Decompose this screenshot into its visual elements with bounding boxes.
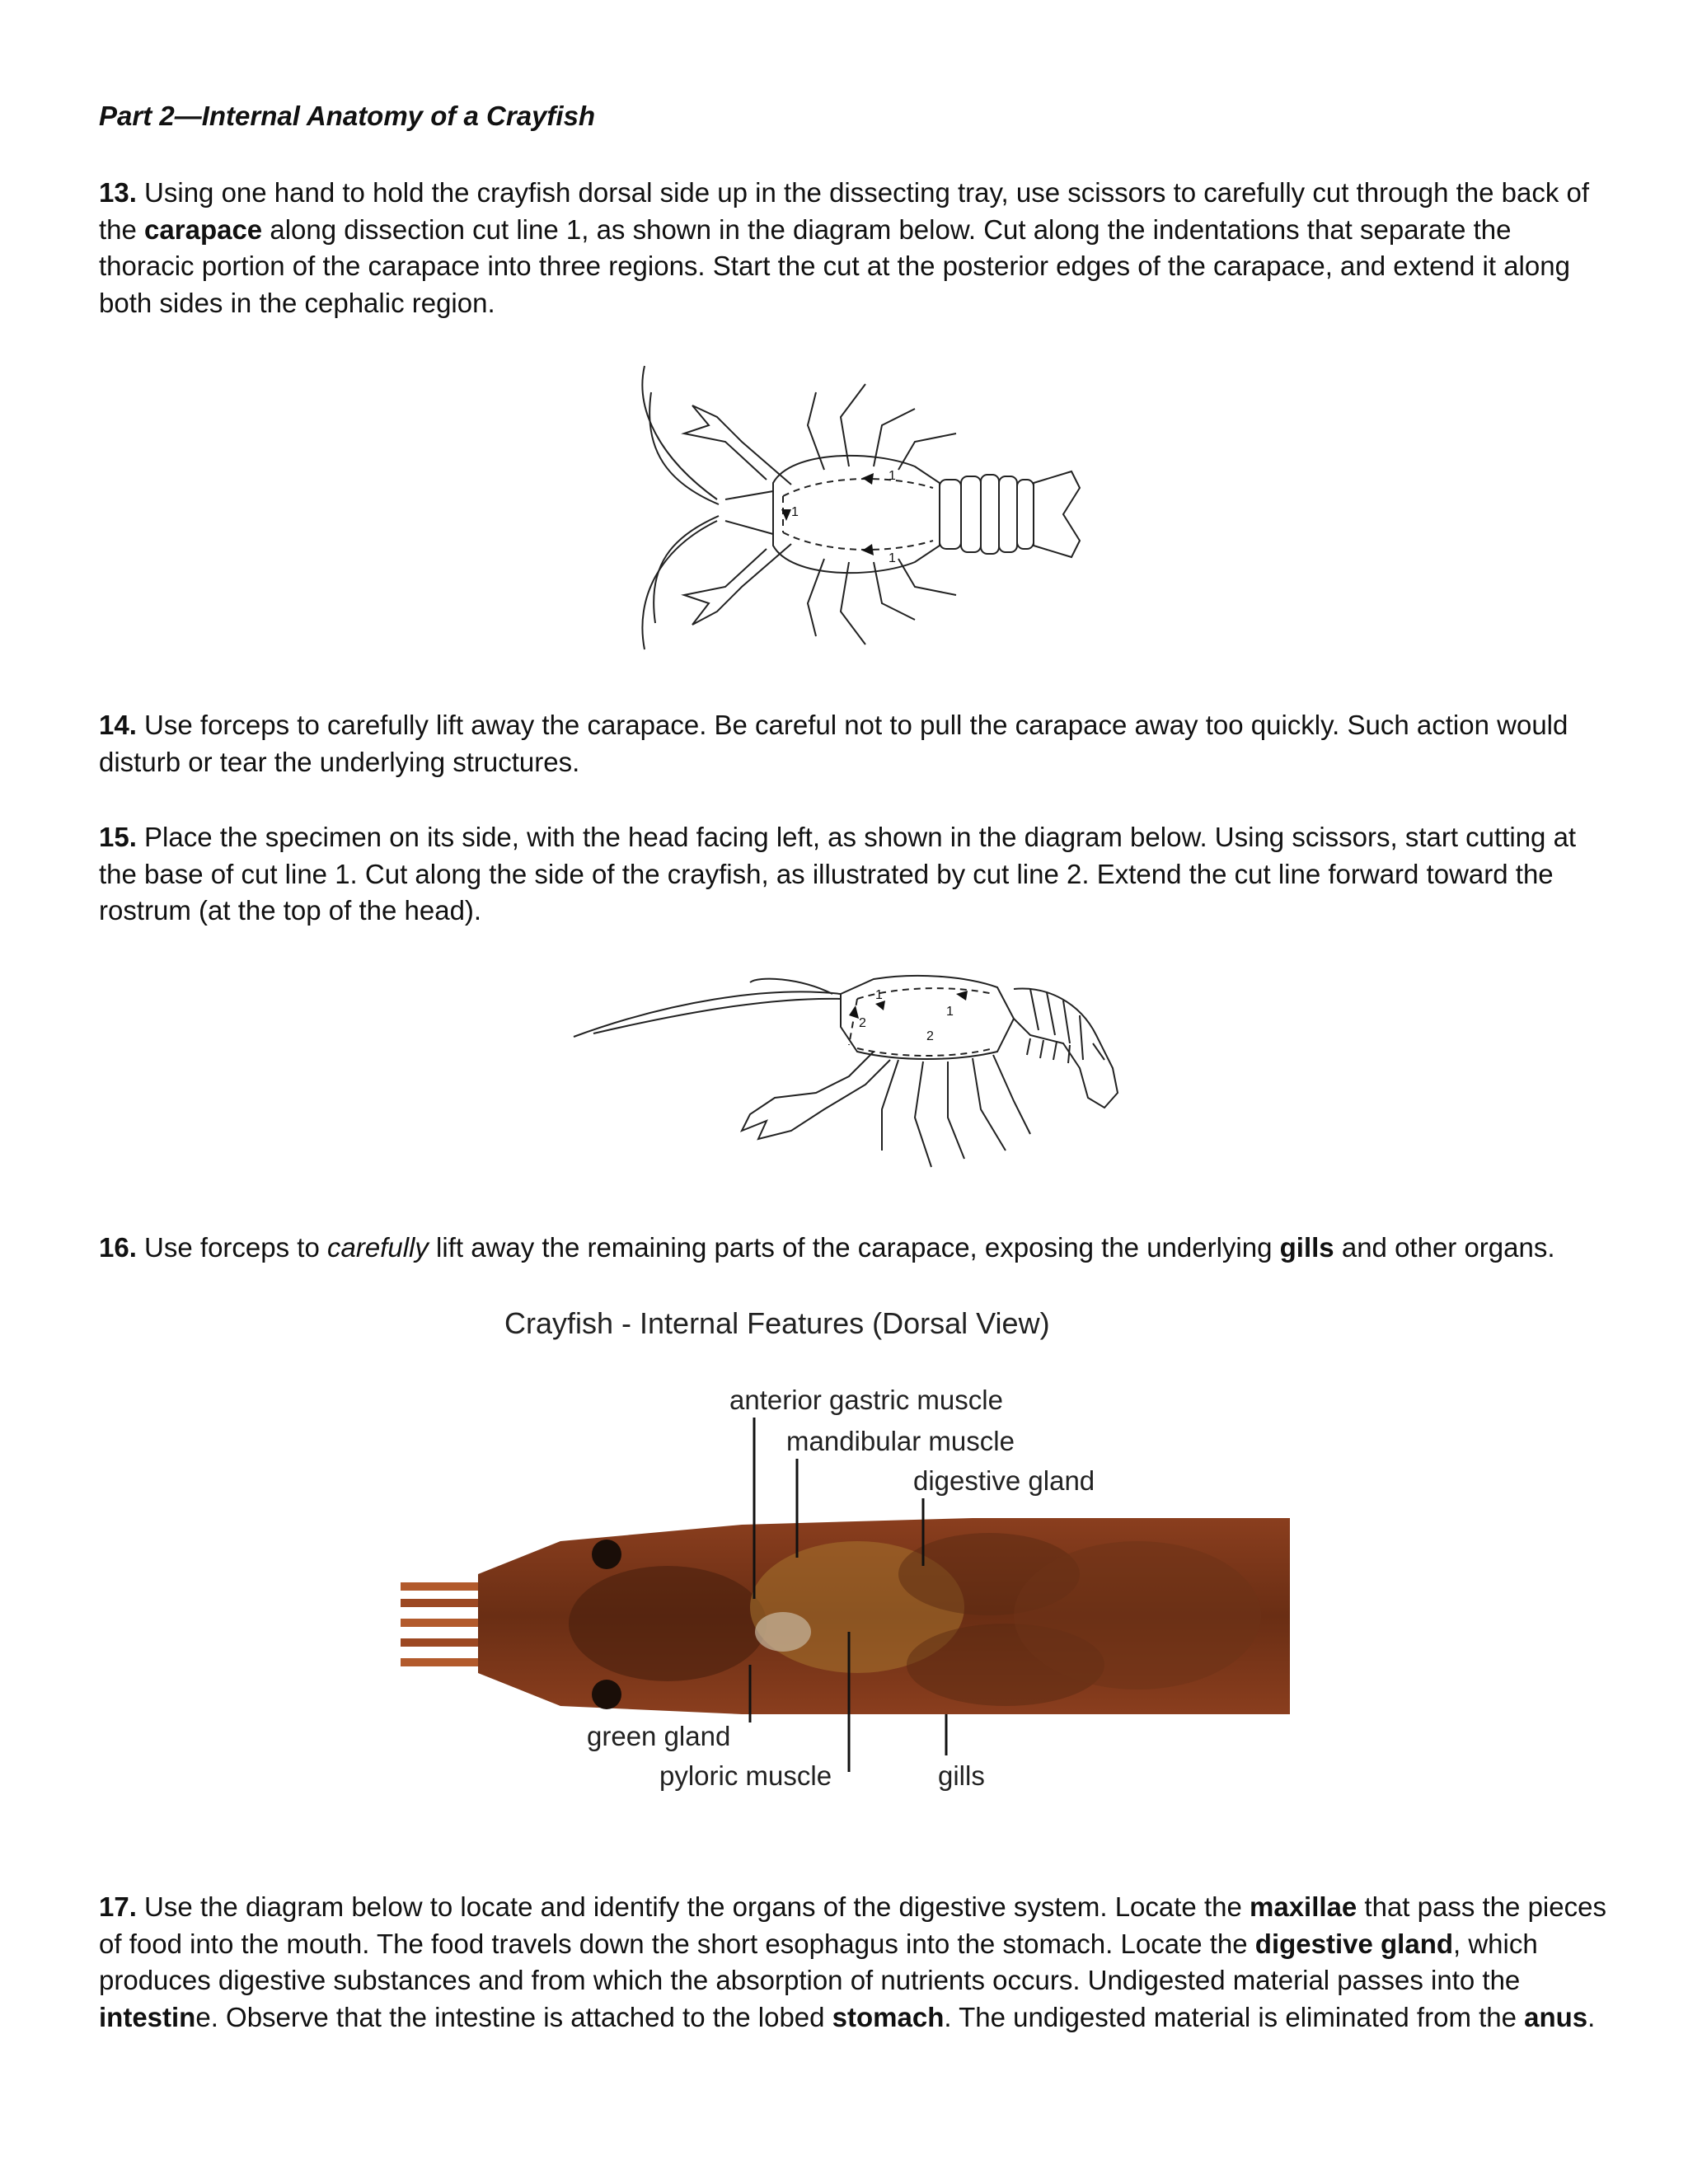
step-15-paragraph: 15. Place the specimen on its side, with the head facing left, as shown in the diagram below. Using scissors, start cutting at the base of cut line 1. Cut along the side of the crayfish, as illustrated by cut line 2. Extend the cut line forward toward the rostrum (at the top of the head). xyxy=(99,822,1577,926)
step-number: 14. xyxy=(99,710,137,740)
label-green-gland: green gland xyxy=(587,1721,731,1751)
step-14-paragraph: 14. Use forceps to carefully lift away the carapace. Be careful not to pull the carapace away too quickly. Such action would disturb or tear the underlying structures. xyxy=(99,710,1568,777)
step-17-paragraph: 17. Use the diagram below to locate and identify the organs of the digestive system. Locate the maxillae that pass the pieces of food into the mouth. The food travels down the short esophagus into the stomach. Locate the digestive gland, which produces digestive substances and from which the absorption of nutrients occurs. Undigested material passes into the intestine. Observe that the intestine is attached to the lobed stomach. The undigested material is eliminated from the anus. xyxy=(99,1891,1606,2032)
label-mandibular-muscle: mandibular muscle xyxy=(786,1426,1015,1456)
crayfish-dorsal-drawing xyxy=(626,359,1104,661)
step-number: 15. xyxy=(99,822,137,852)
label-gills: gills xyxy=(938,1760,985,1791)
cut-label: 1 xyxy=(889,551,896,565)
section-heading: Part 2—Internal Anatomy of a Crayfish xyxy=(99,101,596,131)
step-number: 17. xyxy=(99,1891,137,1922)
term-gills: gills xyxy=(1279,1232,1334,1263)
cut-label: 1 xyxy=(875,988,883,1002)
step-number: 16. xyxy=(99,1232,137,1263)
figure-title: Crayfish - Internal Features (Dorsal View) xyxy=(504,1306,1050,1340)
label-anterior-gastric-muscle: anterior gastric muscle xyxy=(729,1385,1003,1415)
cut-label: 2 xyxy=(859,1016,866,1030)
term-digestive-gland: digestive gland xyxy=(1254,1928,1454,1959)
figure-dorsal-cut-diagram xyxy=(626,359,1104,661)
term-stomach: stomach xyxy=(832,2001,945,2032)
label-pyloric-muscle: pyloric muscle xyxy=(659,1760,832,1791)
step-13-paragraph: 13. Using one hand to hold the crayfish dorsal side up in the dissecting tray, use scissors to carefully cut through the back of the carapace along dissection cut line 1, as shown in the diagram below. Cut along the indentations that separate the thoracic portion of the carapace into three regions. Start the cut at the posterior edges of the carapace, and extend it along both sides in the cephalic region. xyxy=(99,177,1590,318)
cut-label: 1 xyxy=(946,1005,954,1019)
term-carapace: carapace xyxy=(144,213,263,245)
figure-lateral-cut-diagram xyxy=(569,969,1129,1188)
cut-label: 1 xyxy=(889,469,896,483)
label-digestive-gland: digestive gland xyxy=(913,1465,1095,1496)
cut-label: 2 xyxy=(926,1029,934,1043)
step-number: 13. xyxy=(99,177,137,208)
term-maxillae: maxillae xyxy=(1250,1891,1357,1922)
crayfish-specimen xyxy=(401,1518,1290,1714)
term-intestine: intestin xyxy=(99,2001,196,2032)
step-16-paragraph: 16. Use forceps to carefully lift away the remaining parts of the carapace, exposing the underlying gills and other organs. xyxy=(99,1232,1555,1263)
term-anus: anus xyxy=(1524,2001,1588,2032)
figure-internal-features xyxy=(396,1302,1302,1813)
internal-features-photo xyxy=(396,1302,1302,1813)
crayfish-lateral-drawing xyxy=(569,969,1129,1188)
cut-label: 1 xyxy=(791,505,799,519)
